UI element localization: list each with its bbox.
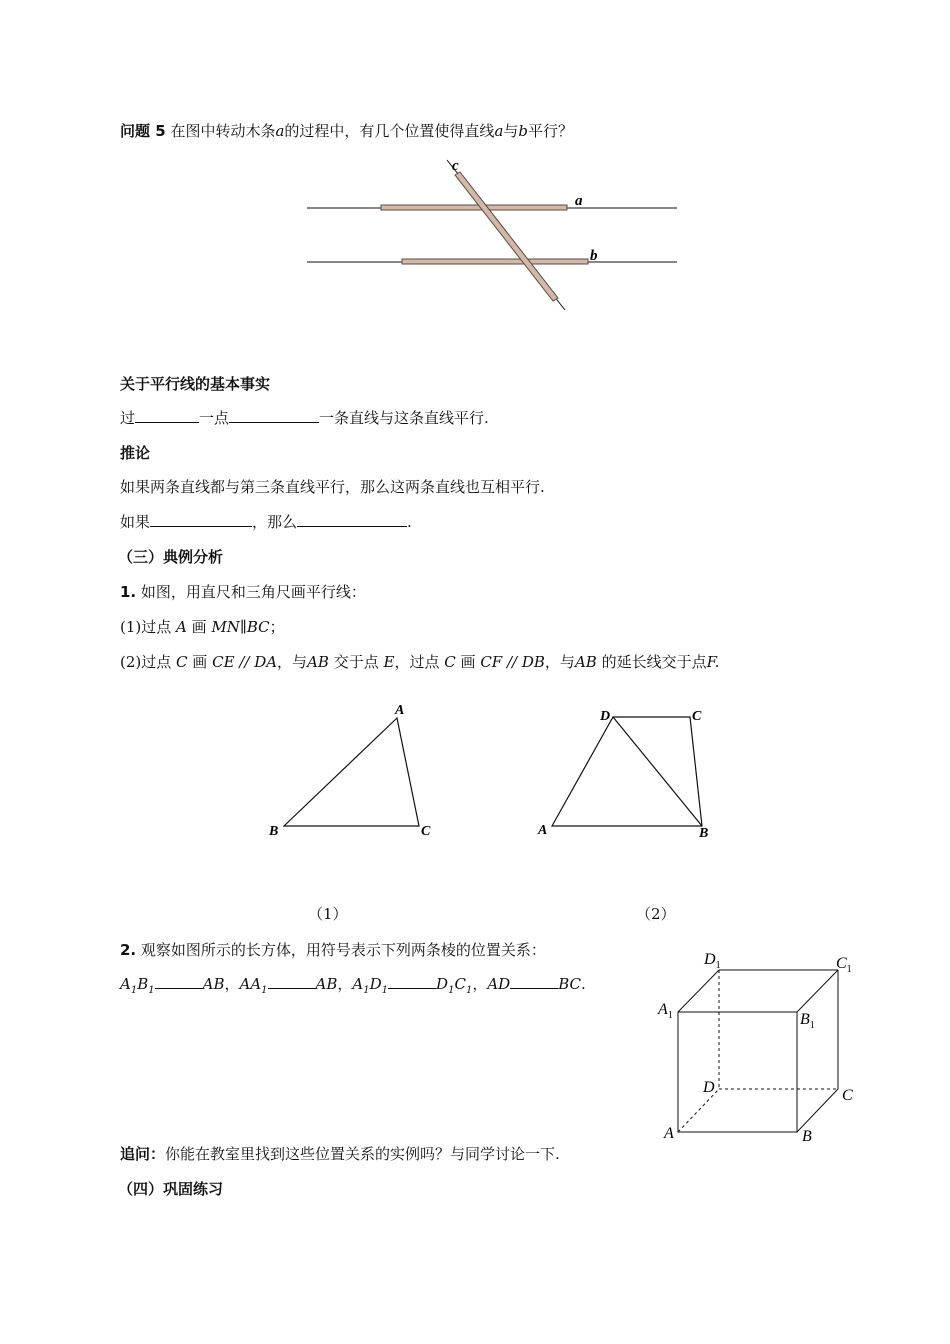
label-A: A [538,823,548,838]
subscript: 1 [381,985,389,996]
corollary-text-part: ，那么 [252,513,298,531]
label-B: B [269,824,279,839]
parallel-symbol: // [502,653,522,671]
label-C1: $C_1$ [836,955,852,975]
subscript: 1 [261,985,268,996]
point-c: C [176,653,188,671]
corollary-statement: 如果两条直线都与第三条直线平行，那么这两条直线也互相平行. [120,478,545,496]
corollary-text-part: 如果 [120,513,151,531]
label-A1: $A_1$ [658,1001,673,1021]
edge-label: B [137,975,149,993]
problem5-text-part: 平行？ [528,122,574,140]
edge-label: AA [239,975,262,993]
ex1-part2-text: 画 [460,653,476,671]
edge-b1c1 [797,970,838,1012]
label-B: B [699,826,709,841]
segment-ab: AB [307,653,329,671]
ex1-part2-text: 交于点 [333,653,379,671]
segment-da: DA [254,653,278,671]
ex1-part1-text: ； [269,618,285,636]
fill-blank[interactable] [229,408,319,423]
fig2-caption: （2） [636,905,676,923]
stick-b [402,259,588,264]
label-D: D [600,709,611,724]
subscript: 1 [363,985,370,996]
subscript: 1 [148,985,155,996]
edge-a1d1 [678,970,719,1012]
label-c: c [452,158,459,174]
triangle-abc [284,718,419,826]
var-b: b [518,122,529,140]
label-b: b [590,248,598,264]
edge-label: D [369,975,382,993]
edge-label: A [120,975,131,993]
figure-sticks [0,0,950,330]
ex2-number: 2. [120,941,137,959]
edge-label: AB [202,975,225,993]
section4-title: （四）巩固练习 [118,1180,224,1198]
ex1-part2-text: (2)过点 [120,653,172,671]
segment-bc: BC [246,618,270,636]
fill-blank[interactable] [155,974,203,989]
fill-blank[interactable] [135,408,199,423]
ex1-part1-text: 画 [191,618,207,636]
fact-text-part: 一条直线与这条直线平行. [319,409,489,427]
figure-triangle [0,690,950,850]
fact-text-part: 过 [120,409,136,427]
var-a: a [494,122,504,140]
edge-label: AB [315,975,338,993]
ex1-intro [120,581,366,602]
ex1-part2-text: 的延长线交于点 [601,653,707,671]
figure-cuboid [640,940,880,1150]
followup-label: 追问： [120,1145,166,1163]
problem5-text-part: 与 [503,122,519,140]
edge-bc [797,1089,838,1132]
problem5-text-part: 的过程中，有几个位置使得直线 [284,122,495,140]
problem5-text-part: 在图中转动木条 [170,122,276,140]
edge-label: BC [558,975,581,993]
label-A: A [664,1125,674,1142]
segment-cf: CF [480,653,503,671]
corollary-text-part: . [407,513,412,531]
fig1-caption: （1） [308,905,348,923]
ex1-part2-text: ，过点 [394,653,440,671]
ex1-part1-text: (1)过点 [120,618,172,636]
segment-ce: CE [212,653,235,671]
separator: . [580,975,586,993]
problem5-label: 问题 5 [120,122,166,140]
ex1-part2-text: ，与 [277,653,308,671]
edge-label: AD [487,975,511,993]
followup-text: 你能在教室里找到这些位置关系的实例吗？与同学讨论一下. [165,1145,560,1163]
fact-text-part: 一点 [199,409,230,427]
label-A: A [395,703,405,718]
ex1-part2-text: 画 [192,653,208,671]
subscript: 1 [465,985,473,996]
edge-label: D [436,975,449,993]
label-C: C [421,824,431,839]
point-e: E [383,653,395,671]
fill-blank[interactable] [150,512,252,527]
point-a: A [176,618,187,636]
label-D: D [703,1079,715,1096]
parallel-symbol: // [234,653,255,671]
point-c: C [444,653,456,671]
segment-mn: MN [211,618,240,636]
diagonal-db [613,717,702,826]
separator: ， [337,975,353,993]
fill-blank[interactable] [297,512,407,527]
label-B1: $B_1$ [800,1011,815,1031]
fact-statement [120,407,489,428]
subscript: 1 [448,985,455,996]
label-a: a [575,193,583,209]
label-B: B [802,1128,812,1145]
stick-a [381,205,567,210]
edge-label: C [454,975,466,993]
separator: ， [224,975,240,993]
subscript: 1 [130,985,138,996]
label-D1: $D_1$ [704,951,721,971]
corollary-fill [120,511,412,532]
corollary-title: 推论 [120,444,151,462]
segment-db: DB [521,653,545,671]
stick-c [455,172,558,301]
edge-label: A [352,975,364,993]
followup [120,1143,560,1164]
fill-blank[interactable] [268,974,316,989]
point-f: F. [706,653,720,671]
section3-title: （三）典例分析 [118,548,224,566]
var-a: a [275,122,285,140]
ex1-intro-text: 如图，用直尺和三角尺画平行线： [140,583,366,601]
ex2-items [120,973,586,996]
parallel-symbol: ∥ [239,618,247,636]
ex2-intro [120,939,546,960]
ex2-intro-text: 观察如图所示的长方体，用符号表示下列两条棱的位置关系： [140,941,546,959]
label-C: C [692,709,702,724]
fill-blank[interactable] [510,974,558,989]
ex1-part2 [120,651,719,672]
segment-ab: AB [574,653,597,671]
ex1-number: 1. [120,583,137,601]
ex1-part1 [120,616,285,637]
fact-title: 关于平行线的基本事实 [120,375,271,393]
separator: ， [472,975,488,993]
fill-blank[interactable] [388,974,436,989]
ex1-part2-text: ，与 [544,653,575,671]
label-C: C [842,1087,853,1104]
